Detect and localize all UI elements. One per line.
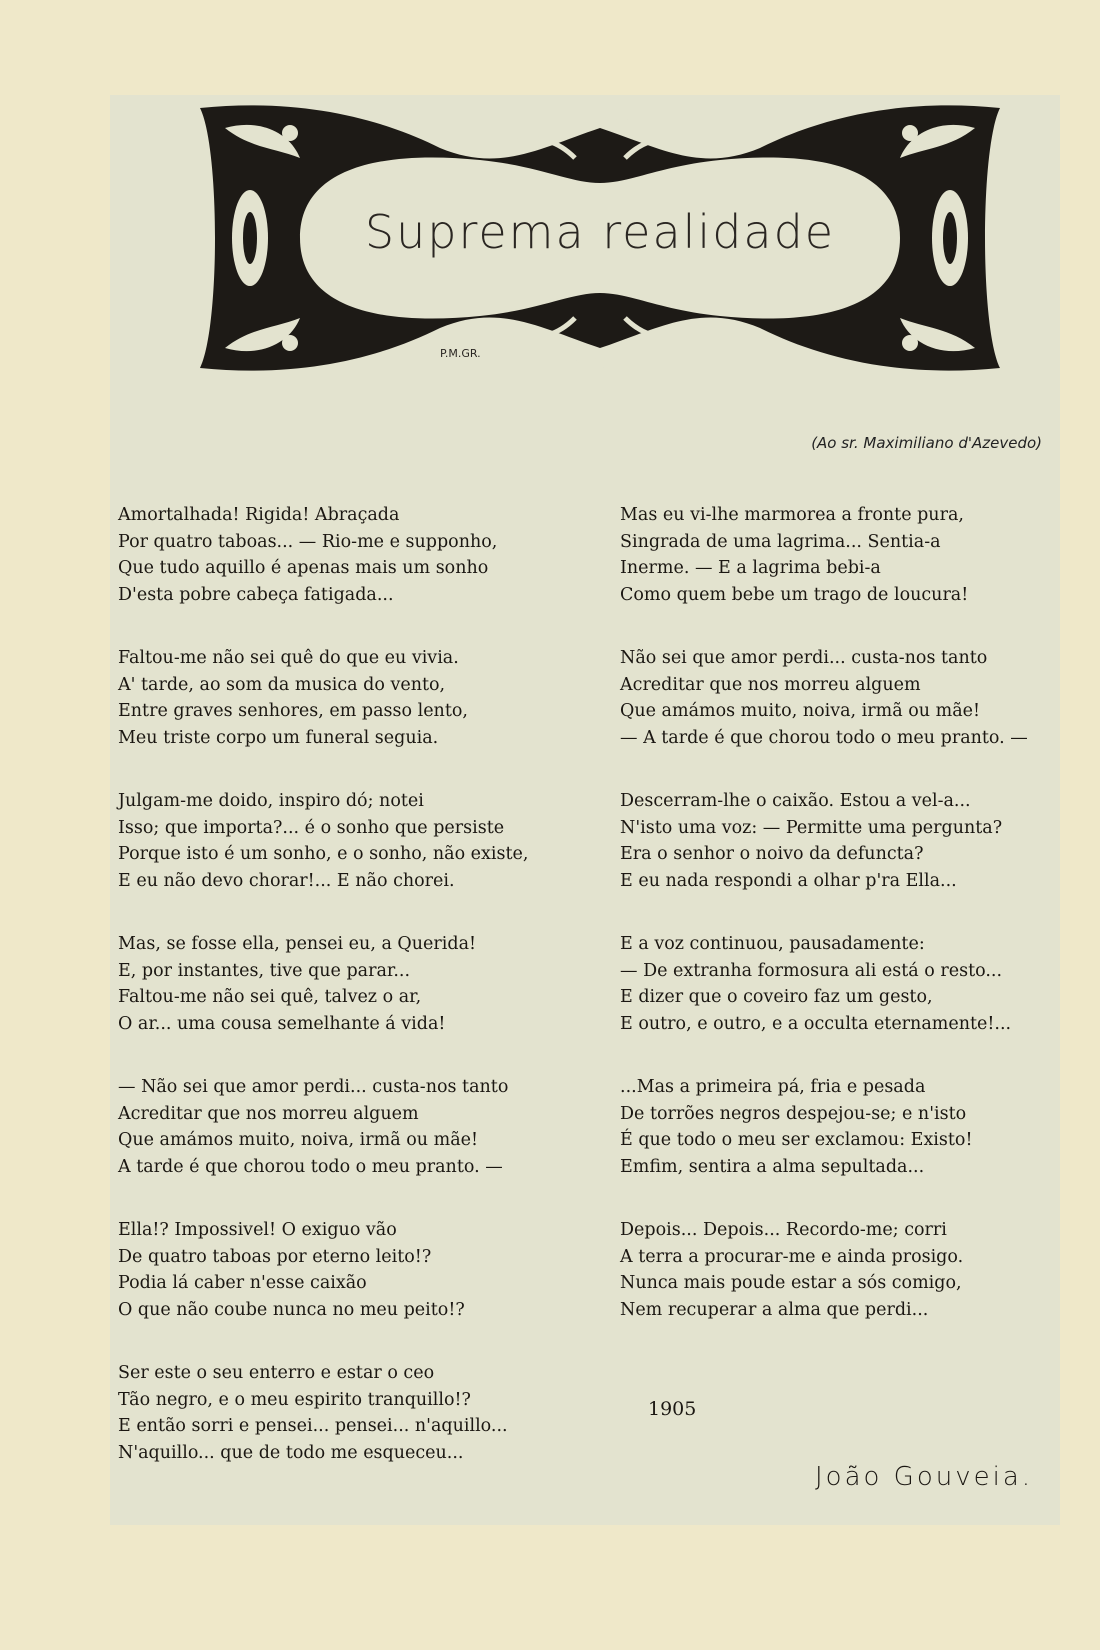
verse-line: E eu nada respondi a olhar p'ra Ella...: [620, 870, 957, 891]
verse-line: De torrões negros despejou-se; e n'isto: [620, 1103, 967, 1124]
verse-line: Amortalhada! Rigida! Abraçada: [118, 505, 400, 525]
verse-line: Não sei que amor perdi... custa-nos tanto: [620, 648, 988, 668]
verse-line: Nunca mais poude estar a sós comigo,: [620, 1273, 962, 1293]
stanza: [118, 931, 588, 1037]
verse-line: Nem recuperar a alma que perdi...: [620, 1299, 929, 1320]
verse-line: Entre graves senhores, em passo lento,: [118, 701, 468, 721]
stanza: [620, 645, 1090, 751]
stanza: [118, 788, 588, 894]
verse-line: Ella!? Impossivel! O exiguo vão: [118, 1220, 397, 1240]
verse-line: Acreditar que nos morreu alguem: [118, 1103, 419, 1124]
verse-line: O ar... uma cousa semelhante á vida!: [118, 1013, 446, 1034]
stanza: [620, 1074, 1090, 1180]
verse-line: Mas eu vi-lhe marmorea a fronte pura,: [620, 505, 964, 525]
verse-line: Tão negro, e o meu espirito tranquillo!?: [118, 1389, 471, 1410]
stanza: [118, 1074, 588, 1180]
verse-line: Por quatro taboas... — Rio-me e supponho,: [118, 531, 498, 552]
verse-line: — De extranha formosura ali está o resto...: [620, 960, 1003, 981]
stanza: [118, 1360, 588, 1466]
stanza: [620, 502, 1090, 608]
poem-column-left: [118, 502, 588, 1503]
verse-line: E eu não devo chorar!... E não chorei.: [118, 870, 455, 891]
stanza: [620, 1217, 1090, 1323]
stanza: [620, 788, 1090, 894]
verse-line: E dizer que o coveiro faz um gesto,: [620, 987, 933, 1007]
verse-line: N'aquillo... que de todo me esqueceu...: [118, 1442, 464, 1463]
verse-line: Faltou-me não sei quê, talvez o ar,: [118, 987, 422, 1007]
stanza: [118, 502, 588, 608]
verse-line: Que amámos muito, noiva, irmã ou mãe!: [118, 1130, 479, 1150]
verse-line: Que tudo aquillo é apenas mais um sonho: [118, 558, 489, 578]
verse-line: Meu triste corpo um funeral seguia.: [118, 727, 439, 748]
verse-line: — Não sei que amor perdi... custa-nos tanto: [118, 1077, 509, 1097]
verse-line: Descerram-lhe o caixão. Estou a vel-a...: [620, 791, 971, 811]
poem-column-right: [620, 502, 1090, 1360]
verse-line: Inerme. — E a lagrima bebi-a: [620, 558, 881, 578]
verse-line: O que não coube nunca no meu peito!?: [118, 1299, 465, 1320]
verse-line: De quatro taboas por eterno leito!?: [118, 1246, 432, 1267]
verse-line: Julgam-me doido, inspiro dó; notei: [118, 791, 424, 811]
verse-line: Acreditar que nos morreu alguem: [620, 674, 921, 695]
verse-line: Era o senhor o noivo da defuncta?: [620, 844, 924, 864]
verse-line: Que amámos muito, noiva, irmã ou mãe!: [620, 701, 981, 721]
verse-line: E, por instantes, tive que parar...: [118, 960, 411, 981]
verse-line: Emfim, sentira a alma sepultada...: [620, 1156, 925, 1177]
verse-line: Singrada de uma lagrima... Sentia-a: [620, 531, 941, 552]
dedication: (Ao sr. Maximiliano d'Azevedo): [811, 434, 1042, 452]
verse-line: Podia lá caber n'esse caixão: [118, 1273, 367, 1293]
stanza: [118, 1217, 588, 1323]
verse-line: — A tarde é que chorou todo o meu pranto. —: [620, 727, 1028, 748]
verse-line: A' tarde, ao som da musica do vento,: [118, 674, 446, 695]
verse-line: Mas, se fosse ella, pensei eu, a Querida!: [118, 934, 477, 954]
verse-line: Porque isto é um sonho, e o sonho, não existe,: [118, 844, 529, 864]
verse-line: E então sorri e pensei... pensei... n'aquillo...: [118, 1416, 508, 1436]
verse-line: E a voz continuou, pausadamente:: [620, 934, 925, 954]
verse-line: É que todo o meu ser exclamou: Existo!: [620, 1130, 973, 1150]
verse-line: A terra a procurar-me e ainda prosigo.: [620, 1246, 964, 1267]
verse-line: ...Mas a primeira pá, fria e pesada: [620, 1077, 926, 1097]
poem-title: Suprema realidade: [364, 205, 836, 259]
verse-line: Faltou-me não sei quê do que eu vivia.: [118, 648, 459, 668]
verse-line: D'esta pobre cabeça fatigada...: [118, 584, 394, 605]
poem-date: 1905: [648, 1398, 697, 1420]
stanza: [118, 645, 588, 751]
author-signature: João Gouveia.: [815, 1462, 1034, 1492]
verse-line: N'isto uma voz: — Permitte uma pergunta?: [620, 817, 1003, 838]
stanza: [620, 931, 1090, 1037]
verse-line: Depois... Depois... Recordo-me; corri: [620, 1220, 947, 1240]
verse-line: E outro, e outro, e a occulta eternamente!...: [620, 1013, 1012, 1034]
verse-line: Isso; que importa?... é o sonho que persiste: [118, 817, 505, 838]
illustrator-monogram: P.M.GR.: [440, 347, 481, 360]
verse-line: A tarde é que chorou todo o meu pranto. —: [118, 1156, 503, 1177]
verse-line: Ser este o seu enterro e estar o ceo: [118, 1363, 435, 1383]
verse-line: Como quem bebe um trago de loucura!: [620, 584, 969, 605]
